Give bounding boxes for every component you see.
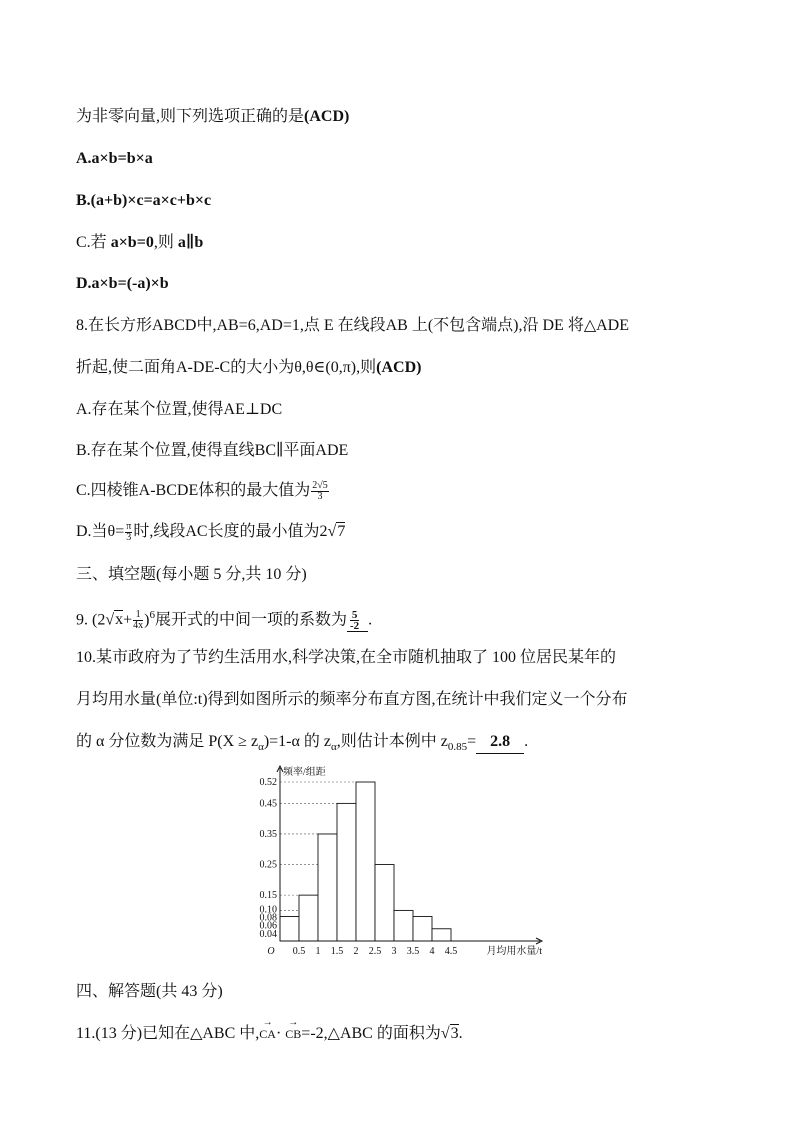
histogram-bar <box>413 917 432 941</box>
origin-label: O <box>267 946 275 957</box>
q8-option-c-text: C.四棱锥A-BCDE体积的最大值为 <box>76 482 311 499</box>
q8-line2 <box>76 357 421 379</box>
q10-line3-sub3: 0.85 <box>447 741 468 754</box>
histogram-bar <box>375 865 394 941</box>
histogram-bar <box>356 782 375 941</box>
y-tick-label: 0.25 <box>259 859 277 871</box>
q9-frac-num: 1 <box>133 610 143 621</box>
q8-option-d: D.当θ= $\frac{\pi}{3}$ 时,线段AC长度的最小值为2√7 <box>76 520 346 543</box>
y-tick-label: 0.04 <box>259 928 277 940</box>
q8-option-c-frac-num: 2√5 <box>312 479 328 491</box>
q11-prefix: 11.(13 分)已知在△ABC 中, <box>76 1025 260 1042</box>
x-tick-label: 0.5 <box>292 946 306 957</box>
x-tick-label: 2 <box>353 946 359 957</box>
q7-option-c <box>76 232 203 254</box>
q7-option-a: A.a×b=b×a <box>76 150 153 167</box>
q8-option-b: B.存在某个位置,使得直线BC∥平面ADE <box>76 442 349 459</box>
q8-line2-text: 折起,使二面角A-DE-C的大小为θ,θ∈(0,π),则 <box>76 359 377 376</box>
y-tick-label: 0.15 <box>259 890 277 902</box>
q8-option-d-prefix: D.当θ= <box>76 523 125 540</box>
q11-vec1: CA <box>259 1027 276 1041</box>
q10-line3-sub: α <box>258 741 264 754</box>
x-tick-label: 1 <box>315 946 321 957</box>
q9-plus: + <box>123 611 133 629</box>
y-tick-label: 0.06 <box>259 920 277 932</box>
x-tick-label: 4.5 <box>444 946 458 957</box>
q9: 9. (2√x+ $\frac{1}{4x}$ )$^6$展开式的中间一项的系数为 $\frac{5}{-2}$ . <box>76 609 373 633</box>
q10-end: . <box>524 733 529 750</box>
q8-option-d-mid: 时,线段AC长度的最小值为2 <box>133 523 328 540</box>
q9-prefix: 9. (2 <box>76 611 106 629</box>
q9-frac-den: 4x <box>133 620 144 632</box>
q7-option-d: D.a×b=(-a)×b <box>76 275 169 292</box>
q9-close: ) <box>144 611 150 629</box>
section4-title: 四、解答题(共 43 分) <box>76 983 223 1000</box>
q9-fraction <box>133 610 143 631</box>
q11-vec2: CB <box>285 1027 302 1041</box>
y-tick-label: 0.10 <box>259 904 277 916</box>
q10-line2: 月均用水量(单位:t)得到如图所示的频率分布直方图,在统计中我们定义一个分布 <box>76 691 628 708</box>
q10-answer-blank: 2.8 <box>476 731 524 754</box>
q11-vector-cb: → CB <box>285 1017 302 1041</box>
q10-line3-b: )=1-α 的 z <box>263 733 331 750</box>
q9-answer-fraction <box>350 610 359 631</box>
q8-option-d-frac-den: 3 <box>126 531 132 543</box>
q9-ans-den: -2 <box>349 620 360 633</box>
q10-line3-sub2: α <box>331 741 337 754</box>
x-axis-label: 月均用水量/t <box>486 946 542 957</box>
q9-end: . <box>368 611 373 629</box>
x-tick-label: 3 <box>391 946 397 957</box>
q8-option-c <box>76 480 330 502</box>
q10-line1: 10.某市政府为了节约生活用水,科学决策,在全市随机抽取了 100 位居民某年的 <box>76 649 617 666</box>
q7-option-c-result: a∥b <box>177 234 204 251</box>
q10-line3-c: ,则估计本例中 z <box>336 733 448 750</box>
q11-sqrt: 3 <box>450 1025 459 1042</box>
histogram-bars <box>280 782 451 941</box>
x-tick-label: 2.5 <box>368 946 382 957</box>
q7-option-b: B.(a+b)×c=a×c+b×c <box>76 192 212 209</box>
q11-mid: =-2,△ABC 的面积为 <box>301 1025 441 1042</box>
y-tick-label: 0.35 <box>259 828 277 840</box>
q7-option-c-mid: ,则 <box>153 234 178 251</box>
q8-option-d-sqrt: 7 <box>337 523 346 540</box>
x-tick-label: 3.5 <box>406 946 420 957</box>
q8-option-c-frac-den: 3 <box>317 490 323 502</box>
q7-option-c-expr: a×b=0 <box>110 234 154 251</box>
q11-end: . <box>458 1025 463 1042</box>
q8-option-c-fraction <box>311 481 329 502</box>
histogram-bar <box>337 803 356 941</box>
histogram-bar <box>432 929 451 941</box>
frequency-histogram <box>248 762 548 962</box>
q10-line3-a: 的 α 分位数为满足 P(X ≥ z <box>76 733 259 750</box>
q8-option-a: A.存在某个位置,使得AE⊥DC <box>76 401 283 418</box>
y-axis-label: 频率/组距 <box>283 767 326 778</box>
q8-option-d-frac-num: π <box>126 520 132 532</box>
q9-sqrt: x <box>115 611 124 629</box>
y-tick-label: 0.45 <box>259 798 277 810</box>
q8-line1: 8.在长方形ABCD中,AB=6,AD=1,点 E 在线段AB 上(不包含端点),沿 DE 将△ADE <box>76 317 630 334</box>
y-tick-label: 0.52 <box>259 777 277 788</box>
q7-answer: (ACD) <box>304 108 350 125</box>
histogram-bar <box>299 895 318 941</box>
q10-line3-d: = <box>467 733 477 750</box>
q11-vector-ca: → CA <box>259 1017 276 1041</box>
q9-ans-num: 5 <box>351 609 358 622</box>
q9-text: 展开式的中间一项的系数为 <box>154 611 347 629</box>
x-tick-label: 4 <box>429 946 435 957</box>
histogram-bar <box>318 834 337 941</box>
y-tick-label: 0.08 <box>259 912 277 924</box>
histogram-bar <box>280 917 299 941</box>
q10-line3 <box>76 731 528 758</box>
q9-answer-blank <box>347 609 368 632</box>
x-tick-label: 1.5 <box>330 946 344 957</box>
q8-answer: (ACD) <box>376 359 422 376</box>
q7-option-c-prefix: C.若 <box>76 234 111 251</box>
q7-stem <box>76 106 349 128</box>
q11: 11.(13 分)已知在△ABC 中, → CA· → CB=-2,△ABC 的面积为√3. <box>76 1023 463 1045</box>
section3-title: 三、填空题(每小题 5 分,共 10 分) <box>76 566 307 583</box>
q11-dot: · <box>275 1025 282 1042</box>
histogram-bar <box>394 910 413 941</box>
q7-stem-text: 为非零向量,则下列选项正确的是 <box>76 108 305 125</box>
q9-exponent: 6 <box>149 609 155 621</box>
q8-option-d-fraction <box>125 522 132 543</box>
